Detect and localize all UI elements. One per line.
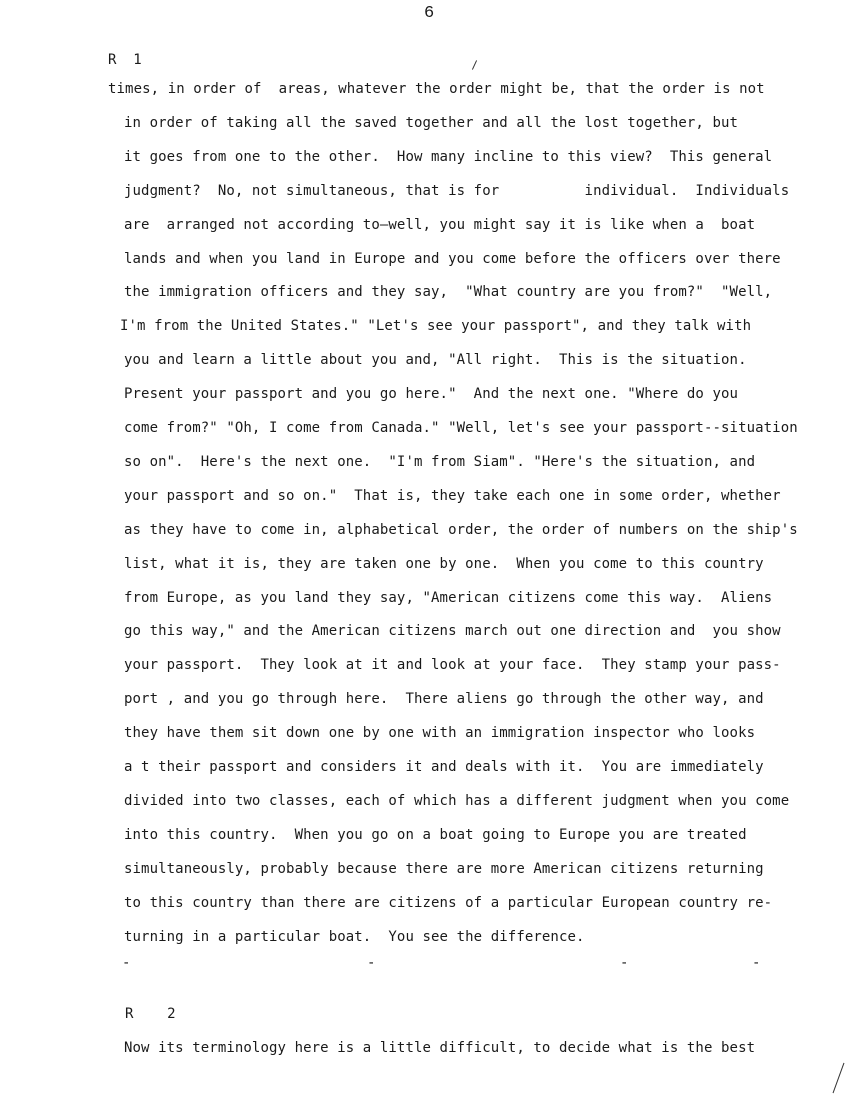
separator-dash: -	[620, 955, 629, 971]
text-line: are arranged not according to—well, you might say it is like when a boat	[124, 216, 756, 233]
text-line: simultaneously, probably because there are more American citizens returning	[124, 860, 764, 877]
separator-dash: -	[367, 955, 376, 971]
separator-dash: -	[122, 955, 131, 971]
stray-pen-mark	[472, 60, 477, 69]
text-line: divided into two classes, each of which has a different judgment when you come	[124, 792, 790, 809]
text-line: a t their passport and considers it and deals with it. You are immediately	[124, 759, 764, 775]
text-line: I'm from the United States." "Let's see your passport", and they talk with	[120, 318, 752, 335]
page-number: 6	[424, 4, 435, 23]
text-line: times, in order of areas, whatever the order might be, that the order is not	[108, 81, 765, 97]
text-line: Present your passport and you go here." And the next one. "Where do you	[124, 386, 739, 403]
text-line: Now its terminology here is a little difficult, to decide what is the best	[124, 1040, 756, 1056]
text-line: so on". Here's the next one. "I'm from Siam". "Here's the situation, and	[124, 453, 756, 470]
text-line: you and learn a little about you and, "All right. This is the situation.	[124, 352, 747, 369]
text-line: from Europe, as you land they say, "American citizens come this way. Aliens	[124, 589, 773, 606]
text-line: turning in a particular boat. You see the difference.	[124, 928, 585, 945]
text-line: your passport and so on." That is, they take each one in some order, whether	[124, 487, 781, 504]
text-line: list, what it is, they are taken one by one. When you come to this country	[124, 555, 764, 572]
text-line: go this way," and the American citizens march out one direction and you show	[124, 623, 781, 640]
text-line: port , and you go through here. There aliens go through the other way, and	[124, 691, 764, 708]
text-line: they have them sit down one by one with an immigration inspector who looks	[124, 725, 756, 742]
text-line: in order of taking all the saved together and all the lost together, but	[124, 114, 739, 131]
text-line: into this country. When you go on a boat going to Europe you are treated	[124, 826, 747, 843]
text-line: your passport. They look at it and look at your face. They stamp your pass-	[124, 657, 781, 674]
stray-pen-mark	[833, 1063, 845, 1093]
text-line: come from?" "Oh, I come from Canada." "Well, let's see your passport--situation	[124, 420, 798, 436]
section-label: R 1	[108, 52, 142, 68]
text-line: it goes from one to the other. How many incline to this view? This general	[124, 148, 773, 165]
text-line: the immigration officers and they say, "What country are you from?" "Well,	[124, 284, 773, 301]
text-line: judgment? No, not simultaneous, that is for individual. Individuals	[124, 182, 790, 199]
section-label: R 2	[125, 1006, 176, 1022]
text-line: to this country than there are citizens of a particular European country re-	[124, 894, 773, 911]
text-line: as they have to come in, alphabetical order, the order of numbers on the ship's	[124, 521, 798, 538]
text-line: lands and when you land in Europe and you come before the officers over there	[124, 250, 781, 267]
separator-dash: -	[752, 955, 761, 971]
